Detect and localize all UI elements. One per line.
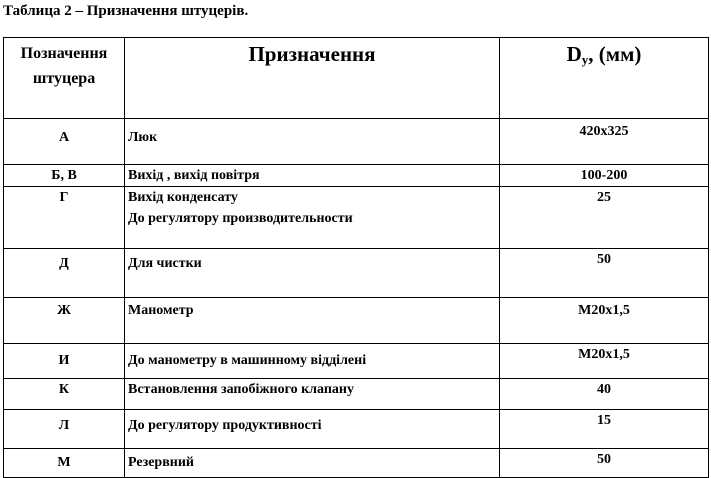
- row-code: Д: [4, 249, 125, 298]
- row-code: И: [4, 344, 125, 379]
- table-header-row: [4, 38, 709, 119]
- nozzle-table: [3, 37, 709, 478]
- row-purpose: Люк: [125, 119, 500, 165]
- row-diameter: 25: [500, 187, 709, 249]
- row-code: Б, В: [4, 165, 125, 187]
- table-row: [4, 165, 709, 187]
- table-row: [4, 187, 709, 249]
- row-diameter: М20х1,5: [500, 298, 709, 344]
- header-diameter-symbol: D: [566, 42, 582, 66]
- table-row: [4, 119, 709, 165]
- header-diameter-subscript: y: [581, 52, 589, 67]
- header-nozzle-designation-line2: штуцера: [32, 70, 96, 87]
- row-purpose: Резервний: [125, 449, 500, 478]
- row-purpose-line1: Вихід конденсату: [128, 190, 238, 205]
- row-diameter: 40: [500, 379, 709, 410]
- header-diameter: [500, 38, 709, 119]
- row-diameter: 15: [500, 410, 709, 449]
- row-purpose: [125, 187, 500, 249]
- table-row: [4, 449, 709, 478]
- row-diameter: 420x325: [500, 119, 709, 165]
- header-diameter-unit: , (мм): [588, 42, 642, 66]
- table-row: [4, 249, 709, 298]
- table-row: [4, 298, 709, 344]
- row-code: Г: [4, 187, 125, 249]
- row-code: Ж: [4, 298, 125, 344]
- row-purpose: До манометру в машинному відділені: [125, 344, 500, 379]
- header-nozzle-designation: [4, 38, 125, 119]
- row-diameter: М20х1,5: [500, 344, 709, 379]
- row-purpose: Для чистки: [125, 249, 500, 298]
- table-row: [4, 344, 709, 379]
- row-code: Л: [4, 410, 125, 449]
- row-diameter: 100-200: [500, 165, 709, 187]
- row-code: М: [4, 449, 125, 478]
- table-row: [4, 410, 709, 449]
- row-code: К: [4, 379, 125, 410]
- row-purpose: До регулятору продуктивності: [125, 410, 500, 449]
- table-row: [4, 379, 709, 410]
- row-code: А: [4, 119, 125, 165]
- row-purpose: Встановлення запобіжного клапану: [125, 379, 500, 410]
- row-diameter: 50: [500, 449, 709, 478]
- header-nozzle-designation-line1: Позначення: [20, 45, 108, 62]
- row-purpose: Вихід , вихід повітря: [125, 165, 500, 187]
- row-diameter: 50: [500, 249, 709, 298]
- row-purpose: Манометр: [125, 298, 500, 344]
- table-caption: Таблица 2 – Призначення штуцерів.: [3, 3, 249, 19]
- row-purpose-line2: До регулятору производительности: [128, 211, 353, 226]
- header-purpose: Призначення: [125, 38, 500, 119]
